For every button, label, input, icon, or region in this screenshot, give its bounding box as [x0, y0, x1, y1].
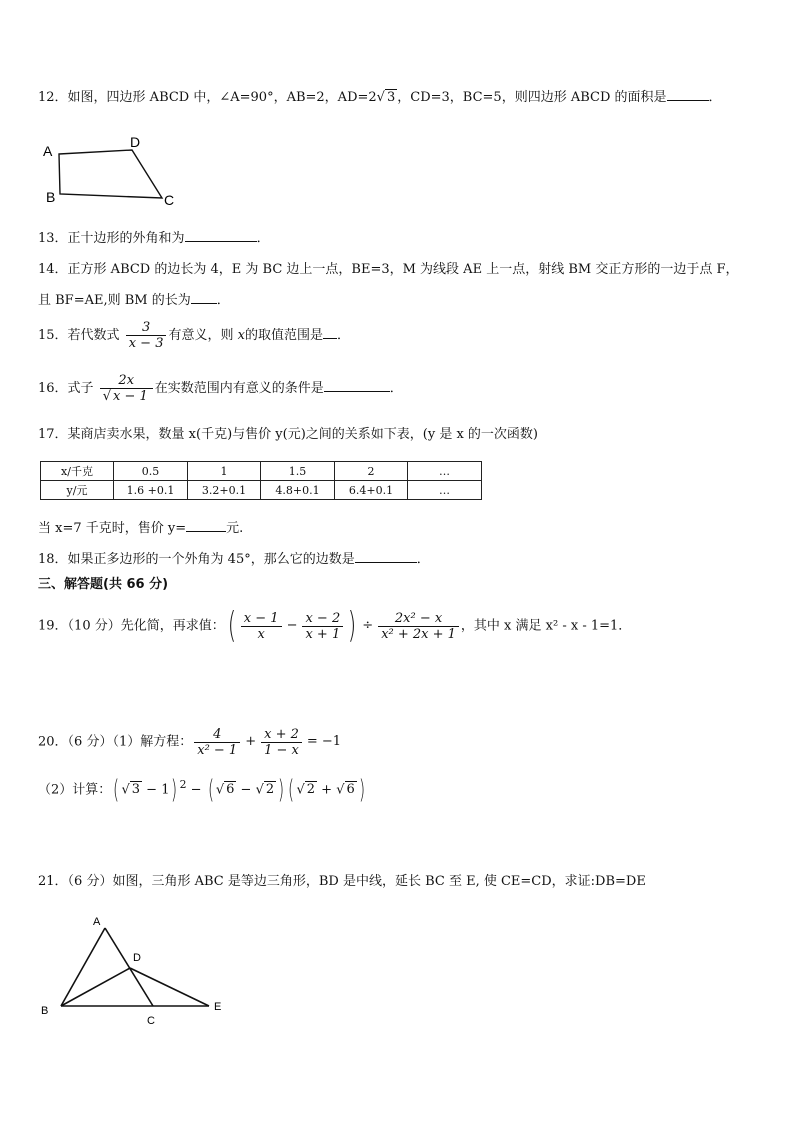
q12-quadrilateral	[59, 150, 162, 198]
q17-cell: …	[408, 481, 482, 500]
q17-cell: 1.5	[261, 462, 335, 481]
q19-score: （10 分）	[67, 618, 121, 634]
q20-expr-a: 3	[131, 782, 141, 798]
q15-frac-den: x − 3	[126, 335, 167, 351]
q14-number: 14．	[38, 262, 68, 277]
q20-f2-den: 1 − x	[261, 742, 302, 758]
q20-expr-f: 6	[346, 782, 355, 798]
q20-f1-num: 4	[213, 726, 222, 742]
q16-number: 16．	[38, 381, 68, 396]
q21-side-ac	[105, 928, 153, 1006]
q15-fraction	[126, 320, 167, 351]
question-16	[38, 372, 403, 406]
q19-f1-den: x	[241, 626, 282, 642]
q12-label-c: C	[164, 192, 175, 208]
q12-figure	[38, 132, 188, 212]
q17-question-after: 元.	[226, 521, 244, 536]
q17-text: 某商店卖水果，数量 x(千克)与售价 y(元)之间的关系如下表，(y 是 x 的一次函数)	[67, 427, 538, 442]
q15-tail: ．	[336, 328, 350, 343]
section-3-title: 三、解答题(共 66 分)	[38, 577, 169, 592]
q15-text-after: 的取值范围是	[244, 328, 323, 343]
q20-score: （6 分）	[67, 734, 113, 750]
q21-score: （6 分）	[67, 874, 113, 889]
q18-text: 如果正多边形的一个外角为 45°，那么它的边数是	[67, 552, 355, 567]
q13-tail: ．	[256, 231, 270, 246]
q20-expr-d: 2	[265, 782, 275, 798]
q15-frac-num: 3	[141, 320, 151, 335]
q17-cell: 6.4+0.1	[335, 481, 408, 500]
q18-tail: ．	[416, 552, 430, 567]
q14-line2: 且 BF=AE,则 BM 的长为	[38, 293, 191, 308]
q20-plus: +	[245, 734, 257, 749]
question-21	[38, 872, 646, 892]
q16-fraction	[100, 373, 153, 404]
q15-answer-blank[interactable]	[323, 325, 337, 339]
q19-f3-den: x² + 2x + 1	[378, 626, 459, 642]
q12-label-a: A	[43, 143, 53, 159]
q20-exp: 2	[179, 778, 187, 791]
q16-frac-den: √ x − 1	[100, 388, 153, 404]
q12-tail: ．	[708, 90, 722, 105]
q19-div: ÷	[362, 618, 374, 633]
question-19: 19．（10 分）先化简，再求值：( $\frac{x - 1}{x}$ − $\frac{x - 2}{x + 1}$ ) ÷ $\frac{\text{2x² − x}}{\text{x² + 2x + 1}}$ ，其中 x 满足 x² - x - 1=1．	[38, 605, 632, 646]
q15-number: 15．	[38, 328, 68, 343]
q12-sqrt-radicand: 3	[386, 90, 396, 105]
q21-label-a: A	[93, 916, 101, 928]
question-14-line2	[38, 290, 230, 311]
q20-number: 20．	[38, 734, 68, 750]
q20-f2-num: x + 2	[264, 726, 299, 742]
q17-cell: 2	[335, 462, 408, 481]
q17-cell: 3.2+0.1	[188, 481, 261, 500]
q17-number: 17．	[38, 427, 68, 442]
q21-figure	[36, 908, 236, 1028]
q20-expr-c: 6	[226, 782, 235, 798]
q17-question	[38, 518, 243, 539]
q17-cell: 1	[188, 462, 261, 481]
question-20-part2: （2）计算：( √ 3 − 1) $^2$ − ( √ 6 − √ 2 ) ( √ 2 + √ 6 )	[38, 774, 365, 805]
q14-answer-blank[interactable]	[191, 290, 217, 304]
q16-frac-den-radicand: x − 1	[113, 389, 148, 404]
q14-line1: 正方形 ABCD 的边长为 4，E 为 BC 边上一点，BE=3，M 为线段 AE 上一点，射线 BM 交正方形的一边于点 F，	[67, 262, 739, 277]
q12-sqrt-coef: 2	[368, 90, 377, 105]
q17-cell: 0.5	[114, 462, 188, 481]
question-18	[38, 549, 430, 570]
q12-label-d: D	[130, 134, 141, 150]
q19-f2-num: x − 2	[305, 610, 341, 626]
question-12: 12．如图，四边形 ABCD 中，∠A=90°，AB=2，AD=2√ 3 ，CD=3，BC=5，则四边形 ABCD 的面积是 ．	[38, 87, 722, 108]
q18-number: 18．	[38, 552, 68, 567]
q16-text-after: 在实数范围内有意义的条件是	[154, 381, 324, 396]
q17-row1-header: x/千克	[41, 462, 114, 481]
q20-f1-den: x² − 1	[194, 742, 240, 758]
q13-number: 13．	[38, 231, 68, 246]
question-13	[38, 228, 270, 249]
q17-cell: 4.8+0.1	[261, 481, 335, 500]
q12-text-before: 如图，四边形 ABCD 中，∠A=90°，AB=2，AD=	[67, 90, 369, 105]
q20-expr-b: 1	[161, 782, 170, 798]
q12-text-after: ，CD=3，BC=5，则四边形 ABCD 的面积是	[397, 90, 667, 105]
q17-question-before: 当 x=7 千克时，售价 y=	[38, 521, 187, 536]
q17-answer-blank[interactable]	[186, 518, 226, 532]
q13-answer-blank[interactable]	[185, 228, 257, 242]
q19-f3-num: 2x² − x	[394, 610, 443, 626]
question-20-part1	[38, 722, 344, 763]
q15-text-mid: 有意义，则	[168, 328, 234, 343]
q19-f2-den: x + 1	[302, 626, 343, 642]
q17-table	[40, 461, 482, 500]
q12-label-b: B	[46, 189, 56, 205]
q16-text-before: 式子	[67, 381, 94, 396]
q16-answer-blank[interactable]	[324, 378, 390, 392]
q21-label-c: C	[147, 1015, 155, 1027]
q20-expr-e: 2	[306, 782, 316, 798]
q17-table-row-y	[41, 481, 482, 500]
question-15	[38, 320, 350, 352]
q12-number: 12．	[38, 90, 68, 105]
q19-text-after: ，其中 x 满足 x² - x - 1=1．	[460, 618, 632, 634]
q21-label-b: B	[41, 1005, 49, 1017]
q17-row2-header: y/元	[41, 481, 114, 500]
q13-text: 正十边形的外角和为	[67, 231, 185, 246]
q15-text-before: 若代数式	[67, 328, 120, 343]
q21-text: 如图，三角形 ABC 是等边三角形，BD 是中线，延长 BC 至 E, 使 CE=CD，求证:DB=DE	[112, 874, 646, 889]
q16-tail: ．	[389, 381, 403, 396]
q19-number: 19．	[38, 618, 68, 634]
q19-minus: −	[286, 618, 298, 633]
q16-frac-num: 2x	[118, 373, 135, 388]
q15-var: x	[237, 328, 245, 343]
q19-f1-num: x − 1	[243, 610, 279, 626]
q21-label-d: D	[133, 952, 141, 964]
q17-cell: …	[408, 462, 482, 481]
q20-part1-label: （1）解方程：	[112, 734, 193, 750]
q18-answer-blank[interactable]	[355, 549, 417, 563]
q20-part2-label: （2）计算：	[38, 782, 112, 798]
q17-table-row-x	[41, 462, 482, 481]
q14-tail: ．	[216, 293, 230, 308]
q12-answer-blank[interactable]	[667, 87, 709, 101]
q21-number: 21．	[38, 874, 68, 889]
q19-text-before: 先化简，再求值：	[120, 618, 225, 634]
question-14-line1	[38, 260, 738, 280]
question-17	[38, 425, 538, 445]
q20-rhs: = −1	[306, 734, 342, 749]
q21-label-e: E	[214, 1001, 222, 1013]
q17-cell: 1.6 +0.1	[114, 481, 188, 500]
